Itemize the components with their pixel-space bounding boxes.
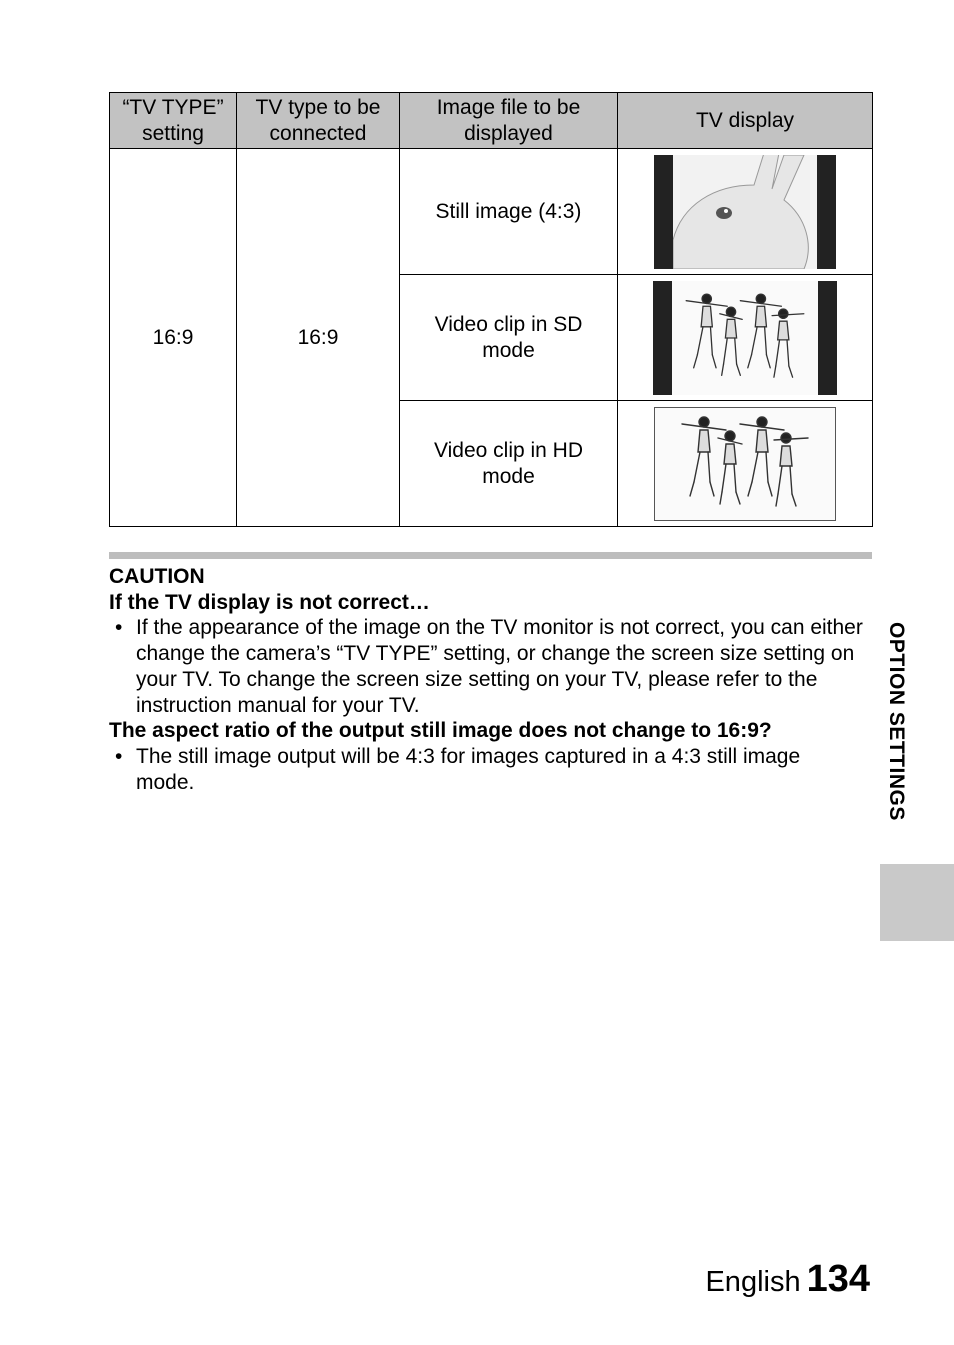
bullet-icon: •: [115, 616, 123, 640]
cell-tv-display-still: [618, 149, 873, 275]
cell-tv-display-hd: [618, 401, 873, 527]
section-tab-marker: [880, 864, 954, 941]
cell-image-file-still: Still image (4:3): [400, 149, 618, 275]
header-image-file: Image file to be displayed: [400, 93, 618, 149]
header-tv-type-setting: “TV TYPE” setting: [110, 93, 237, 149]
caution-bullet-1: If the appearance of the image on the TV monitor is not correct, you can either change the camera’s “TV TYPE” setting, or change the screen size setting on your TV. To change the screen size setting on your TV, please refer to the instruction manual for your TV.: [136, 616, 863, 717]
caution-divider: [109, 552, 872, 559]
cell-tv-type-connected: 16:9: [237, 149, 400, 527]
caution-bullet-2: The still image output will be 4:3 for images captured in a 4:3 still image mode.: [136, 744, 801, 794]
section-side-label: OPTION SETTINGS: [885, 622, 908, 821]
page-number: 134: [806, 1258, 870, 1300]
list-item: [109, 615, 864, 718]
caution-heading-2: The aspect ratio of the output still image does not change to 16:9?: [109, 719, 772, 743]
caution-title: CAUTION: [109, 565, 205, 588]
cell-tv-type-setting: 16:9: [110, 149, 237, 527]
dancers-pillarbox-icon: [653, 281, 837, 395]
cell-image-file-sd: Video clip in SD mode: [400, 275, 618, 401]
caution-heading-1: If the TV display is not correct…: [109, 590, 430, 614]
tv-display-table: [109, 92, 873, 527]
dancers-fullscreen-icon: [654, 407, 836, 521]
rabbit-pillarbox-icon: [654, 155, 836, 269]
bullet-icon: •: [115, 744, 123, 768]
caution-block: [109, 564, 864, 795]
footer-language: English: [705, 1266, 801, 1298]
caution-list-2: [109, 744, 864, 795]
page-footer: [705, 1258, 870, 1301]
header-tv-display: TV display: [618, 93, 873, 149]
header-tv-type-connected: TV type to be connected: [237, 93, 400, 149]
cell-image-file-hd: Video clip in HD mode: [400, 401, 618, 527]
list-item: [109, 744, 864, 795]
cell-tv-display-sd: [618, 275, 873, 401]
caution-list-1: [109, 615, 864, 718]
